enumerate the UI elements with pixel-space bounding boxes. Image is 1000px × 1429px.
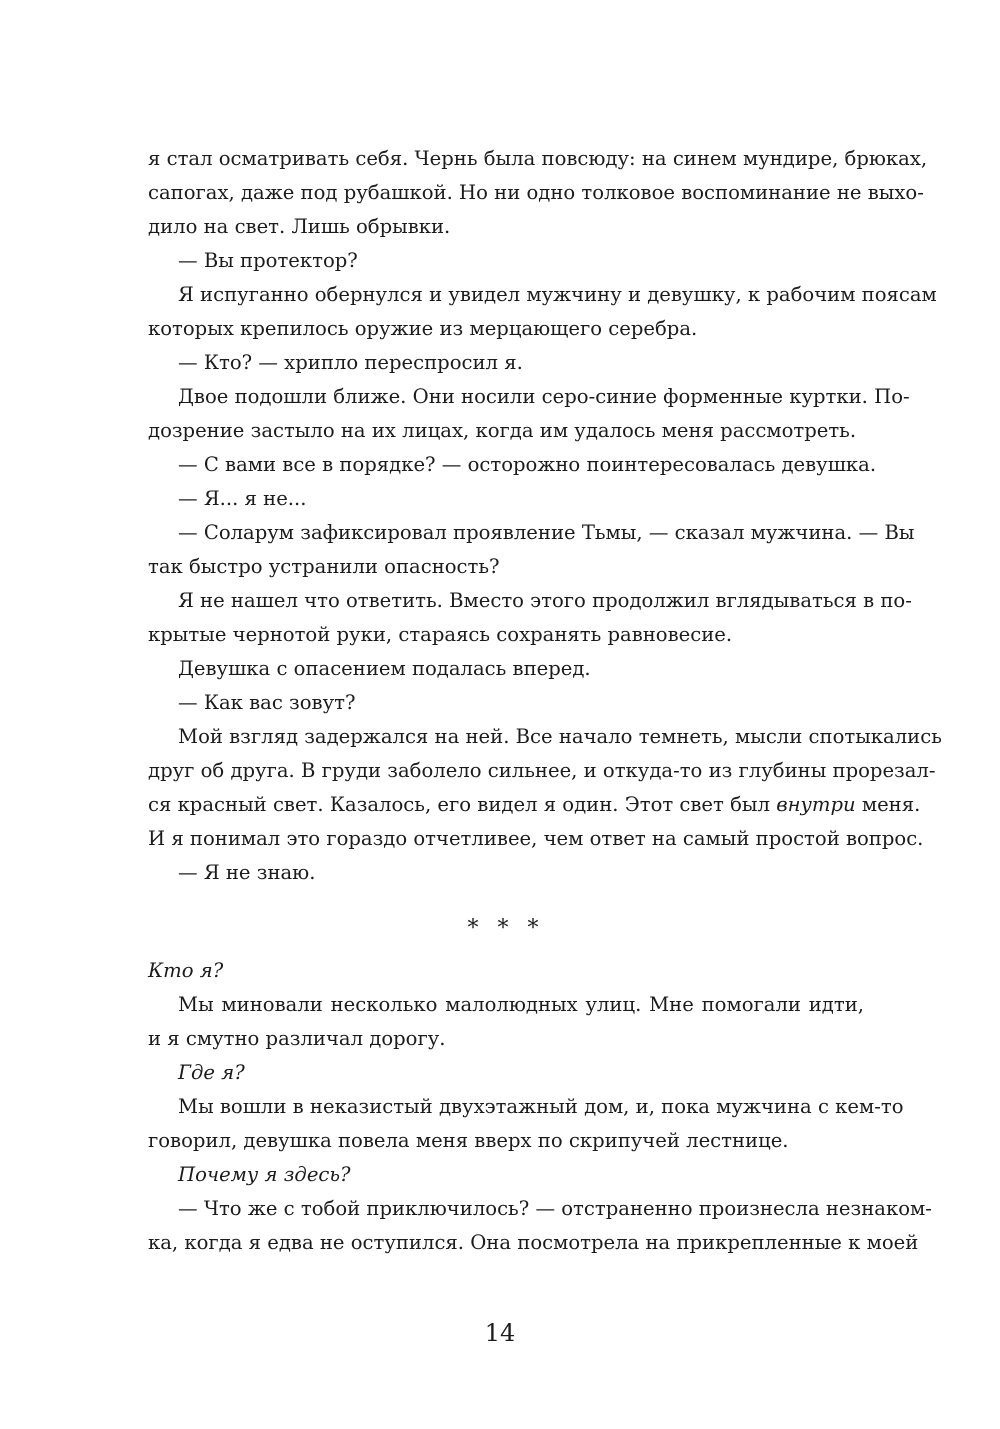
text-line: Где я? (178, 1061, 245, 1084)
text-line: — Соларум зафиксировал проявление Тьмы, — сказал мужчина. — Вы (178, 521, 915, 544)
text-line: — Вы протектор? (178, 249, 358, 272)
text-line: которых крепилось оружие из мерцающего серебра. (148, 317, 698, 340)
text-line: Мой взгляд задержался на ней. Все начало темнеть, мысли спотыкались (178, 725, 942, 748)
text-line: Двое подошли ближе. Они носили серо-синие форменные куртки. По- (178, 385, 910, 408)
text-line: — Кто? — хрипло переспросил я. (178, 351, 523, 374)
text-line: — С вами все в порядке? — осторожно поинтересовалась девушка. (178, 453, 877, 476)
text-line: Я не нашел что ответить. Вместо этого продолжил вглядываться в по- (178, 589, 912, 612)
page-number: 14 (484, 1319, 516, 1347)
text-line: — Как вас зовут? (178, 691, 356, 714)
text-line: — Что же с тобой приключилось? — отстраненно произнесла незнаком- (178, 1197, 932, 1220)
text-line: Девушка с опасением подалась вперед. (178, 657, 591, 680)
text-line: друг об друга. В груди заболело сильнее, и откуда-то из глубины прорезал- (148, 759, 936, 782)
text-line: и я смутно различал дорогу. (148, 1027, 446, 1050)
text-line: сапогах, даже под рубашкой. Но ни одно толковое воспоминание не выхо- (148, 181, 924, 204)
text-line: Мы вошли в неказистый двухэтажный дом, и, пока мужчина с кем-то (178, 1095, 904, 1118)
text-line: Мы миновали несколько малолюдных улиц. Мне помогали идти, (178, 993, 864, 1016)
text-line: Кто я? (148, 959, 224, 982)
text-line: так быстро устранили опасность? (148, 555, 500, 578)
text-run: ся красный свет. Казалось, его видел я один. Этот свет был (148, 793, 770, 816)
text-line: крытые чернотой руки, стараясь сохранять равновесие. (148, 623, 733, 646)
text-line: — Я не знаю. (178, 861, 316, 884)
text-line: ка, когда я едва не оступился. Она посмотрела на прикрепленные к моей (148, 1231, 919, 1254)
text-line (148, 788, 921, 822)
text-line: И я понимал это гораздо отчетливее, чем ответ на самый простой вопрос. (148, 827, 924, 850)
text-line: дозрение застыло на их лицах, когда им удалось меня рассмотреть. (148, 419, 857, 442)
text-line: — Я... я не... (178, 487, 307, 510)
emphasis-word: внутри (776, 793, 856, 816)
text-line: Почему я здесь? (178, 1163, 351, 1186)
text-line: я стал осматривать себя. Чернь была повсюду: на синем мундире, брюках, (148, 147, 928, 170)
section-divider: * * * (467, 916, 545, 941)
text-line: Я испуганно обернулся и увидел мужчину и девушку, к рабочим поясам (178, 283, 937, 306)
text-run: меня. (861, 793, 921, 816)
text-line: дило на свет. Лишь обрывки. (148, 215, 451, 238)
text-line: говорил, девушка повела меня вверх по скрипучей лестнице. (148, 1129, 789, 1152)
